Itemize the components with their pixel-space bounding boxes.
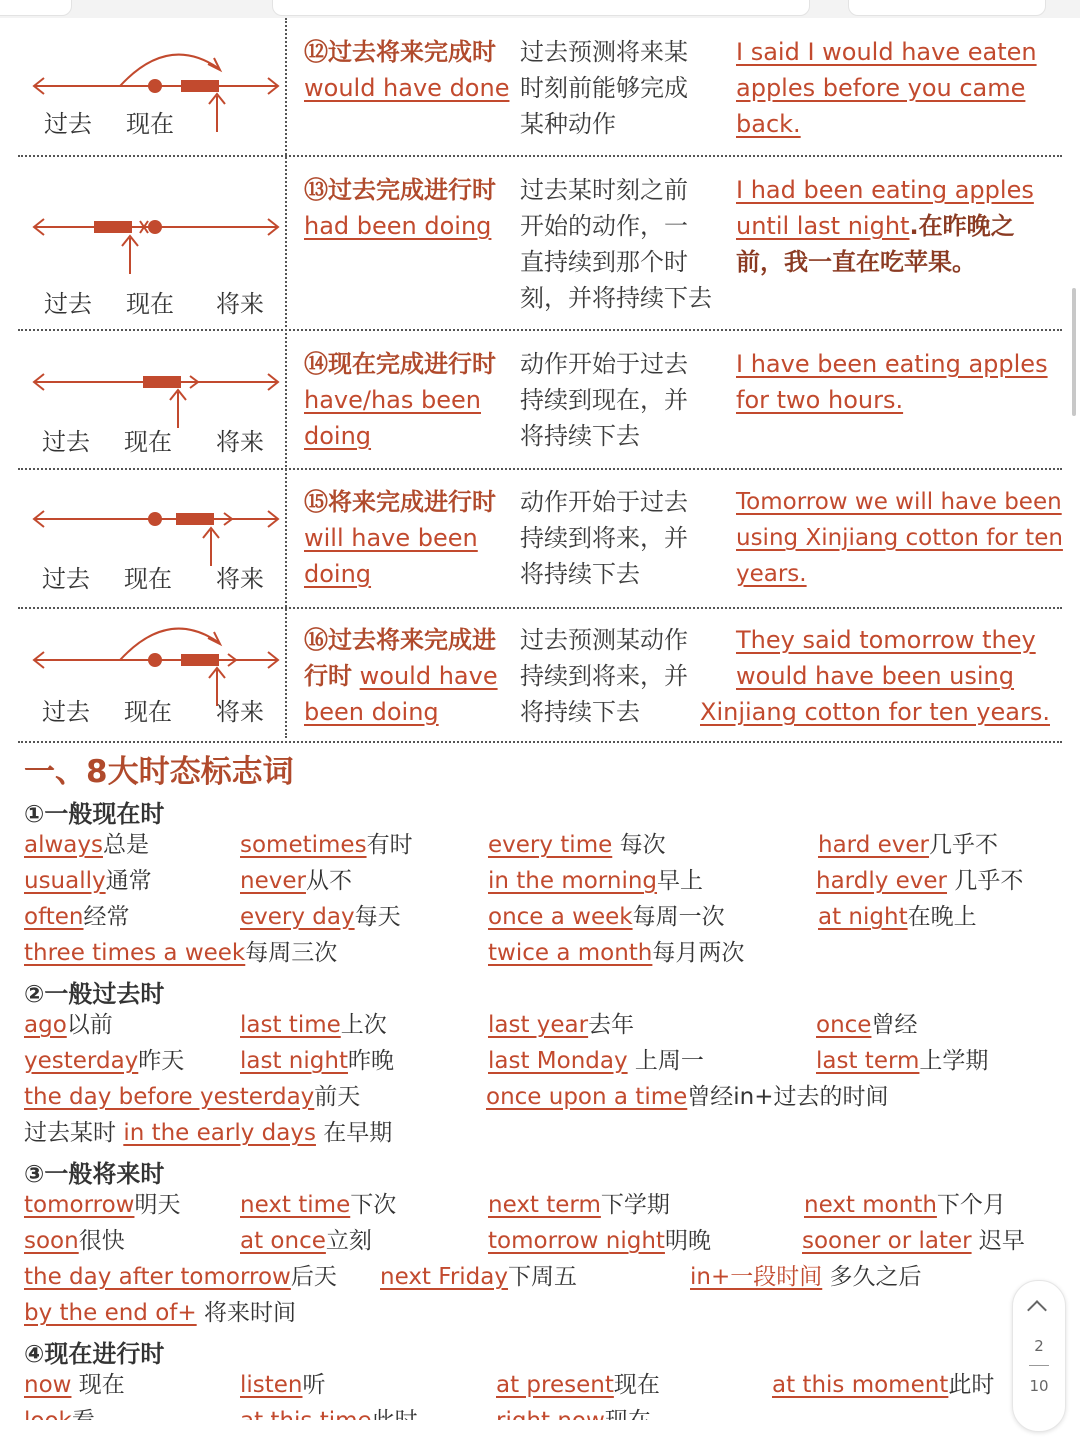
tense-example-cell [736, 172, 1066, 280]
desc-line: 直持续到那个时 [520, 248, 688, 276]
marker-item: last Monday 上周一 [488, 1048, 704, 1074]
example-line: apples before you came [736, 74, 1026, 102]
page-divider [1029, 1365, 1049, 1366]
bottom-edge [0, 1420, 1080, 1440]
tense-name-cell [304, 34, 516, 106]
toolbar [0, 0, 1080, 18]
tense-form: will have been [304, 524, 478, 552]
timeline-label-past: 过去 [44, 290, 92, 318]
toolbar-tools-pill [272, 0, 810, 16]
toolbar-left-pill[interactable] [0, 0, 72, 16]
page-indicator[interactable] [1012, 1280, 1066, 1432]
timeline-diagram-13 [28, 196, 284, 286]
tense-example-cell [736, 484, 1072, 592]
timeline-diagram-15 [28, 490, 284, 570]
marker-item: once a week每周一次 [488, 904, 725, 930]
marker-item: every day每天 [240, 904, 401, 930]
tense-description-cell [520, 622, 730, 730]
marker-item: hardly ever 几乎不 [816, 868, 1024, 894]
desc-line: 过去预测某动作 [520, 626, 688, 654]
tense-form: doing [304, 422, 372, 450]
marker-item: often经常 [24, 904, 130, 930]
example-translation: 前，我一直在吃苹果。 [736, 248, 976, 276]
desc-line: 将持续下去 [520, 422, 640, 450]
marker-item: the day before yesterday前天 [24, 1084, 361, 1110]
scrollbar[interactable] [1072, 288, 1076, 416]
example-line: would have been using [736, 662, 1015, 690]
marker-item: next time下次 [240, 1192, 397, 1218]
desc-line: 持续到将来，并 [520, 662, 688, 690]
example-line: I said I would have eaten [736, 38, 1037, 66]
desc-line: 动作开始于过去 [520, 350, 688, 378]
marker-item: usually通常 [24, 868, 152, 894]
marker-item: tomorrow night明晚 [488, 1228, 711, 1254]
timeline-label-present: 现在 [124, 698, 172, 726]
marker-item: last time上次 [240, 1012, 387, 1038]
example-line: years. [736, 561, 807, 587]
tense-number: ⑯ [304, 626, 328, 654]
marker-item: next month下个月 [804, 1192, 1006, 1218]
tense-number: ⑮ [304, 488, 328, 516]
marker-item: sometimes有时 [240, 832, 413, 858]
marker-item: soon很快 [24, 1228, 125, 1254]
desc-line: 持续到现在，并 [520, 386, 688, 414]
marker-item: now 现在 [24, 1372, 125, 1398]
example-line: back. [736, 110, 801, 138]
group-title: ②一般过去时 [24, 980, 165, 1008]
total-pages: 10 [1029, 1377, 1049, 1395]
desc-line: 过去某时刻之前 [520, 176, 688, 204]
example-line: Tomorrow we will have been [736, 489, 1062, 515]
marker-item: once upon a time曾经in+过去的时间 [486, 1084, 889, 1110]
tense-name-cont: 行时 [304, 662, 352, 690]
marker-item: the day after tomorrow后天 [24, 1264, 337, 1290]
timeline-label-future: 将来 [216, 428, 264, 456]
marker-item: hard ever几乎不 [818, 832, 999, 858]
marker-item: never从不 [240, 868, 352, 894]
marker-item: next Friday下周五 [380, 1264, 577, 1290]
marker-item: last term上学期 [816, 1048, 989, 1074]
example-line: for two hours. [736, 386, 904, 414]
marker-item: last night昨晚 [240, 1048, 394, 1074]
tense-example-cell [736, 34, 1066, 142]
group-title: ③一般将来时 [24, 1160, 165, 1188]
timeline-label-past: 过去 [42, 698, 90, 726]
example-translation: .在昨晚之 [909, 212, 1015, 240]
marker-item: always总是 [24, 832, 149, 858]
group-title: ①一般现在时 [24, 800, 165, 828]
tense-form: would have done [304, 74, 510, 102]
timeline-label-present: 现在 [126, 290, 174, 318]
example-line: I have been eating apples [736, 350, 1048, 378]
tense-form: been doing [304, 698, 439, 726]
marker-item: next term下学期 [488, 1192, 670, 1218]
example-line: I had been eating apples [736, 176, 1034, 204]
current-page: 2 [1034, 1337, 1044, 1355]
desc-line: 将持续下去 [520, 698, 640, 726]
tense-form: doing [304, 560, 372, 588]
tense-name: 过去完成进行时 [328, 176, 496, 204]
timeline-label-past: 过去 [44, 110, 92, 138]
tense-name: 现在完成进行时 [328, 350, 496, 378]
tense-name-cell [304, 622, 516, 730]
marker-item: in the morning早上 [488, 868, 704, 894]
tense-example-cell [736, 346, 1066, 418]
timeline-label-past: 过去 [42, 428, 90, 456]
tense-example-cell [736, 622, 1066, 694]
marker-item: at this moment此时 [772, 1372, 995, 1398]
marker-item: listen听 [240, 1372, 326, 1398]
tense-description-cell [520, 172, 734, 316]
toolbar-right-pill[interactable] [848, 0, 1046, 16]
desc-line: 将持续下去 [520, 560, 640, 588]
tense-form: have/has been [304, 386, 481, 414]
desc-line: 时刻前能够完成 [520, 74, 688, 102]
chevron-up-icon[interactable] [1027, 1300, 1047, 1320]
tense-description-cell [520, 484, 730, 592]
marker-item: once曾经 [816, 1012, 918, 1038]
marker-item: last year去年 [488, 1012, 635, 1038]
desc-line: 开始的动作，一 [520, 212, 688, 240]
marker-item: twice a month每月两次 [488, 940, 745, 966]
tense-name: 过去将来完成时 [328, 38, 496, 66]
example-line: using Xinjiang cotton for ten [736, 525, 1063, 551]
desc-line: 刻，并将持续下去 [520, 284, 712, 312]
timeline-label-present: 现在 [126, 110, 174, 138]
timeline-label-future: 将来 [216, 290, 264, 318]
marker-item: sooner or later 迟早 [802, 1228, 1025, 1254]
desc-line: 某种动作 [520, 110, 616, 138]
marker-item: three times a week每周三次 [24, 940, 338, 966]
desc-line: 持续到将来，并 [520, 524, 688, 552]
timeline-diagram-14 [28, 352, 284, 432]
tense-number: ⑬ [304, 176, 328, 204]
tense-name: 将来完成进行时 [328, 488, 496, 516]
timeline-label-future: 将来 [216, 698, 264, 726]
tense-form: would have [359, 662, 498, 690]
example-line: until last night [736, 212, 910, 240]
marker-item: yesterday昨天 [24, 1048, 185, 1074]
desc-line: 过去预测将来某 [520, 38, 688, 66]
tense-description-cell [520, 346, 730, 454]
marker-item: at present现在 [496, 1372, 660, 1398]
desc-line: 动作开始于过去 [520, 488, 688, 516]
column-divider [285, 18, 287, 738]
example-line: Xinjiang cotton for ten years. [700, 698, 1050, 726]
marker-item: every time 每次 [488, 832, 666, 858]
group-title: ④现在进行时 [24, 1340, 165, 1368]
timeline-label-present: 现在 [124, 565, 172, 593]
tense-description-cell [520, 34, 730, 142]
marker-item: at once立刻 [240, 1228, 372, 1254]
tense-name-cell [304, 346, 516, 454]
tense-name-cell [304, 172, 516, 244]
marker-item: at night在晚上 [818, 904, 977, 930]
example-line: They said tomorrow they [736, 626, 1036, 654]
marker-item: by the end of+ 将来时间 [24, 1300, 296, 1326]
marker-item: tomorrow明天 [24, 1192, 181, 1218]
timeline-label-present: 现在 [124, 428, 172, 456]
timeline-label-future: 将来 [216, 565, 264, 593]
tense-form: had been doing [304, 212, 492, 240]
section-title: 一、8大时态标志词 [24, 754, 294, 790]
marker-item: in+一段时间 多久之后 [690, 1264, 922, 1290]
tense-example-cell [700, 694, 1070, 730]
tense-number: ⑫ [304, 38, 328, 66]
marker-item: ago以前 [24, 1012, 113, 1038]
timeline-label-past: 过去 [42, 565, 90, 593]
marker-item: 过去某时 in the early days 在早期 [24, 1120, 393, 1146]
tense-number: ⑭ [304, 350, 328, 378]
tense-name: 过去将来完成进 [328, 626, 496, 654]
tense-name-cell [304, 484, 516, 592]
